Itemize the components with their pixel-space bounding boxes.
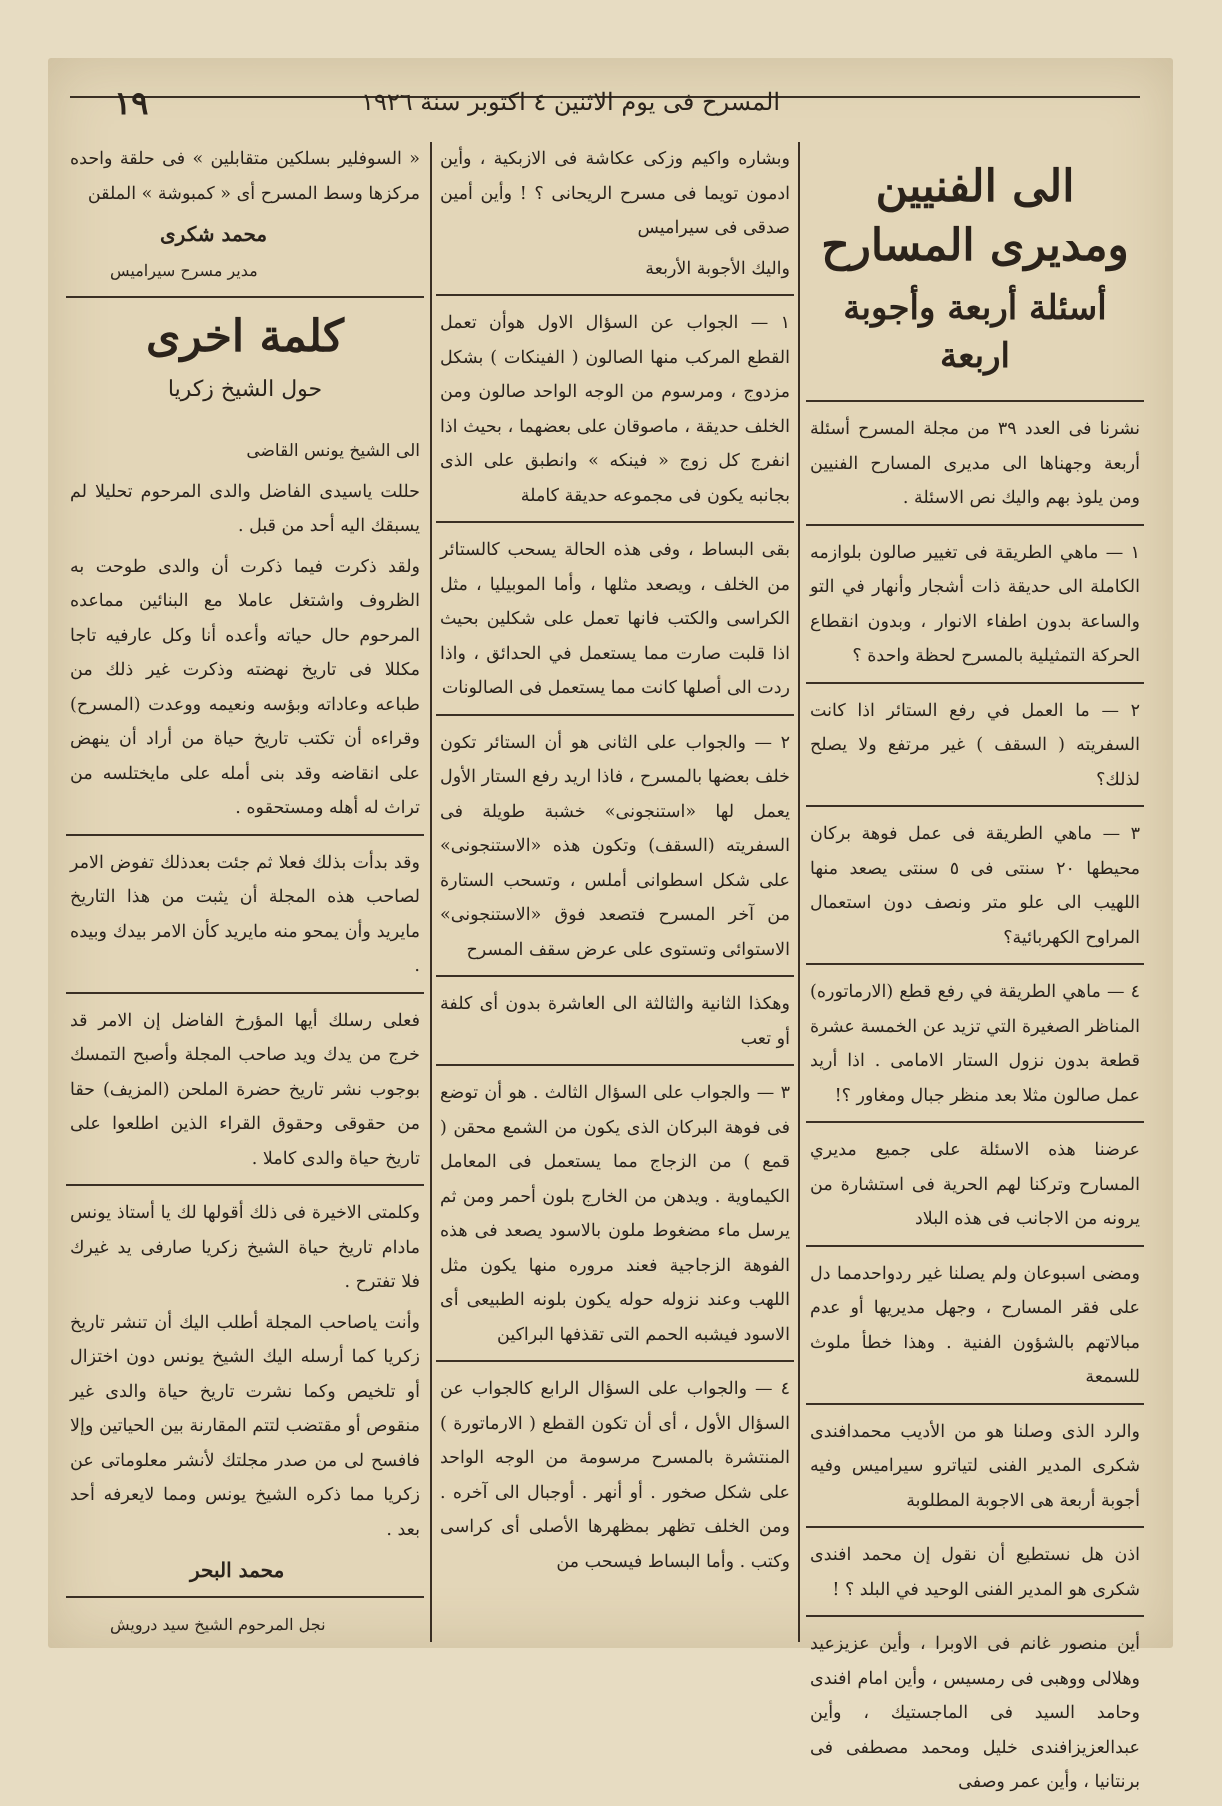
divider [66,1184,424,1186]
question-4: ٤ — ماهي الطريقة في رفع قطع (الارماتوره) المناظر الصغيرة التي تزيد عن الخمسة عشرة قطعة بدون نزول الستار الامامى . اذا أريد عمل صالون مثلا بعد منظر جبال ومغاور ؟! [810,982,1140,1106]
divider [806,1121,1144,1123]
divider [806,400,1144,402]
answer-4: ٤ — والجواب على السؤال الرابع كالجواب عن السؤال الأول ، أى أن تكون القطع ( الارماتورة ) المنتشرة بالمسرح مرسومة من الوجه الواحد على شكل صخور . أو أنهر . أوجبال الى آخره . ومن الخلف تظهر بمظهرها الأصلى أى كراسى وكتب . وأما البساط فيسحب من [440,1379,790,1572]
section-lead: واليك الأجوبة الأربعة [645,258,790,279]
divider [66,834,424,836]
divider [436,521,794,523]
paragraph: ومضى اسبوعان ولم يصلنا غير ردواحدمما دل على فقر المسارح ، وجهل مديريها أو عدم مبالاتهم بالشؤون الفنية . وهذا خطأ ملوث للسمعة [810,1263,1140,1387]
article-title: كلمة اخرى [146,311,344,362]
divider [436,294,794,296]
signature: محمد شكرى [160,222,268,246]
divider [436,714,794,716]
paragraph: وبشاره واكيم وزكى عكاشة فى الازبكية ، وأين ادمون تويما فى مسرح الريحانى ؟ ! وأين أمين صدقى فى سيراميس [440,149,790,238]
signature-title: نجل المرحوم الشيخ سيد درويش [110,1614,326,1634]
answer-1: ١ — الجواب عن السؤال الاول هوأن تعمل القطع المركب منها الصالون ( الفينكات ) بشكل مزدوج ، ومرسوم من الوجه الواحد صالون ومن الخلف حديقة ، ماصوقان على بعضهما ، بحيث اذا انفرج كل زوج « فينكه » وانطبق على الذى بجانبه يكون فى مجموعه حديقة كاملة [440,313,790,506]
header-title: المسرح فى يوم الاثنين ٤ اكتوبر سنة ١٩٢٦ [361,88,780,116]
paragraph: أين منصور غانم فى الاوبرا ، وأين عزيزعيد وهلالى ووهبى فى رمسيس ، وأين امام افندى وحامد السيد فى الماجستيك ، وأين عبدالعزيزافندى خليل ومحمد مصطفى فى برنتانيا ، وأين عمر وصفى [810,1634,1140,1792]
article-heading: ومديرى المسارح [821,220,1129,271]
answer-2: ٢ — والجواب على الثانى هو أن الستائر تكون خلف بعضها بالمسرح ، فاذا اريد رفع الستار الأول يعمل لها «استنجونى» خشبة طويلة فى السفريته (السقف) وتكون هذه «الاستنجونى» على شكل اسطوانى أملس ، وتسحب الستارة من آخر المسرح فتصعد فوق «الاستنجونى» الاستوائى وتستوى على عرض سقف المسرح [440,732,790,960]
divider [806,1615,1144,1617]
paragraph: عرضنا هذه الاسئلة على جميع مديري المسارح وتركنا لهم الحرية فى استشارة من يرونه من الاجانب فى هذه البلاد [810,1140,1140,1229]
divider [66,1596,424,1598]
paragraph: نشرنا فى العدد ٣٩ من مجلة المسرح أسئلة أربعة وجهناها الى مديرى المسارح الفنيين ومن يلوذ بهم واليك نص الاسئلة . [810,419,1140,508]
question-2: ٢ — ما العمل في رفع الستائر اذا كانت السفريته ( السقف ) غير مرتفع ولا يصلح لذلك؟ [810,700,1140,790]
article-subheading: أسئلة أربعة وأجوبة اربعة [843,288,1107,376]
divider [806,682,1144,684]
page-header [70,84,1140,128]
paragraph: بقى البساط ، وفى هذه الحالة يسحب كالستائر من الخلف ، ويصعد مثلها ، وأما الموبيليا ، مثل الكراسى والكتب فانها تعمل على شكلين بحيث اذا قلبت صارت مما يستعمل في الحدائق ، واذا ردت الى أصلها كانت مما يستعمل فى الصالونات [440,540,790,698]
divider [806,963,1144,965]
question-3: ٣ — ماهي الطريقة فى عمل فوهة بركان محيطها ٢٠ سنتى فى ٥ سنتى يصعد منها اللهيب الى علو متر ونصف دون استعمال المراوح الكهربائية؟ [810,824,1140,948]
paragraph: اذن هل نستطيع أن نقول إن محمد افندى شكرى هو المدير الفنى الوحيد في البلد ؟ ! [810,1545,1140,1600]
divider [436,975,794,977]
divider [436,1064,794,1066]
divider [436,1360,794,1362]
divider [806,1526,1144,1528]
paragraph: حللت ياسيدى الفاضل والدى المرحوم تحليلا لم يسبقك اليه أحد من قبل . [70,481,420,536]
signature-title: مدير مسرح سيراميس [110,260,258,280]
column-left [70,142,420,1642]
article-heading: الى الفنيين [875,161,1075,212]
column-middle [440,142,790,1585]
question-1: ١ — ماهي الطريقة فى تغيير صالون بلوازمه الكاملة الى حديقة ذات أشجار وأنهار في التو والساعة بدون اطفاء الانوار ، وبدون انقطاع الحركة التمثيلية بالمسرح لحظة واحدة ؟ [810,542,1140,666]
divider [806,1403,1144,1405]
answer-3: ٣ — والجواب على السؤال الثالث . هو أن توضع فى فوهة البركان الذى يكون من الشمع محقن ( قمع ) من الزجاج مما يستعمل فى المعامل الكيماوية . ويدهن من الخارج بلون أحمر ومن ثم يرسل ماء مضغوط ملون بالاسود يصعد فى هذه الفوهة الزجاجية فعند مروره منها يكون مثل اللهب وعند نزوله حوله يكون بلونه الطبيعى أى الاسود فيشبه الحمم التى تقذفها البراكين [440,1083,790,1345]
paragraph: وقد بدأت بذلك فعلا ثم جئت بعدذلك تفوض الامر لصاحب هذه المجلة أن يثبت من هذا التاريخ مايريد وأن يمحو منه مايريد كأن الامر بيدك وبيده . [70,852,420,976]
page-number: ١٩ [114,84,149,122]
divider [806,524,1144,526]
paragraph: ولقد ذكرت فيما ذكرت أن والدى طوحت به الظروف واشتغل عاملا مع البنائين مماعده المرحوم حال حياته وأعده أنا وكل عارفيه تاجا مكللا فى تاريخ نهضته وذكرت غير ذلك من طباعه وعاداته وبؤسه ونعيمه ووعدت (المسرح) وقراءه أن تكتب تاريخ حياة من أراد أن ينهض على انقاضه وقد بنى أمله على مايختلسه من تراث له أهله ومستحقوه . [70,556,420,818]
divider [806,1245,1144,1247]
paragraph: فعلى رسلك أيها المؤرخ الفاضل إن الامر قد خرج من يدك ويد صاحب المجلة وأصبح التمسك بوجوب نشر تاريخ حضرة الملحن (المزيف) حقا من حقوقى وحقوق القراء الذين اطلعوا على تاريخ حياة والدى كاملا . [70,1010,420,1169]
paragraph: وهكذا الثانية والثالثة الى العاشرة بدون أى كلفة أو تعب [440,994,790,1049]
salutation: الى الشيخ يونس القاضى [246,441,420,461]
divider [66,296,424,298]
article-subtitle: حول الشيخ زكريا [167,377,323,402]
divider [66,992,424,994]
divider [806,805,1144,807]
paragraph: والرد الذى وصلنا هو من الأديب محمدافندى شكرى المدير الفنى لتياترو سيراميس وفيه أجوبة أربعة هى الاجوبة المطلوبة [810,1421,1140,1511]
paragraph: « السوفلير بسلكين متقابلين » فى حلقة واحده مركزها وسط المسرح أى « كمبوشة » الملقن [70,149,420,204]
column-divider [430,142,432,1642]
signature: محمد البحر [190,1558,285,1582]
column-right [810,142,1140,1806]
paragraph: وأنت ياصاحب المجلة أطلب اليك أن تنشر تاريخ زكريا كما أرسله اليك الشيخ يونس دون اختزال أو تلخيص وكما نشرت تاريخ حياة والدى غير منقوص أو مقتضب لتتم المقارنة بين الحياتين وإلا فافسح لى من صدر مجلتك لأنشر معلوماتى عن زكريا مما ذكره الشيخ يونس ومما لايعرفه أحد بعد . [70,1312,420,1540]
paragraph: وكلمتى الاخيرة فى ذلك أقولها لك يا أستاذ يونس مادام تاريخ حياة الشيخ زكريا صارفى يد غيرك فلا تفترح . [70,1203,420,1292]
column-divider [798,142,800,1642]
